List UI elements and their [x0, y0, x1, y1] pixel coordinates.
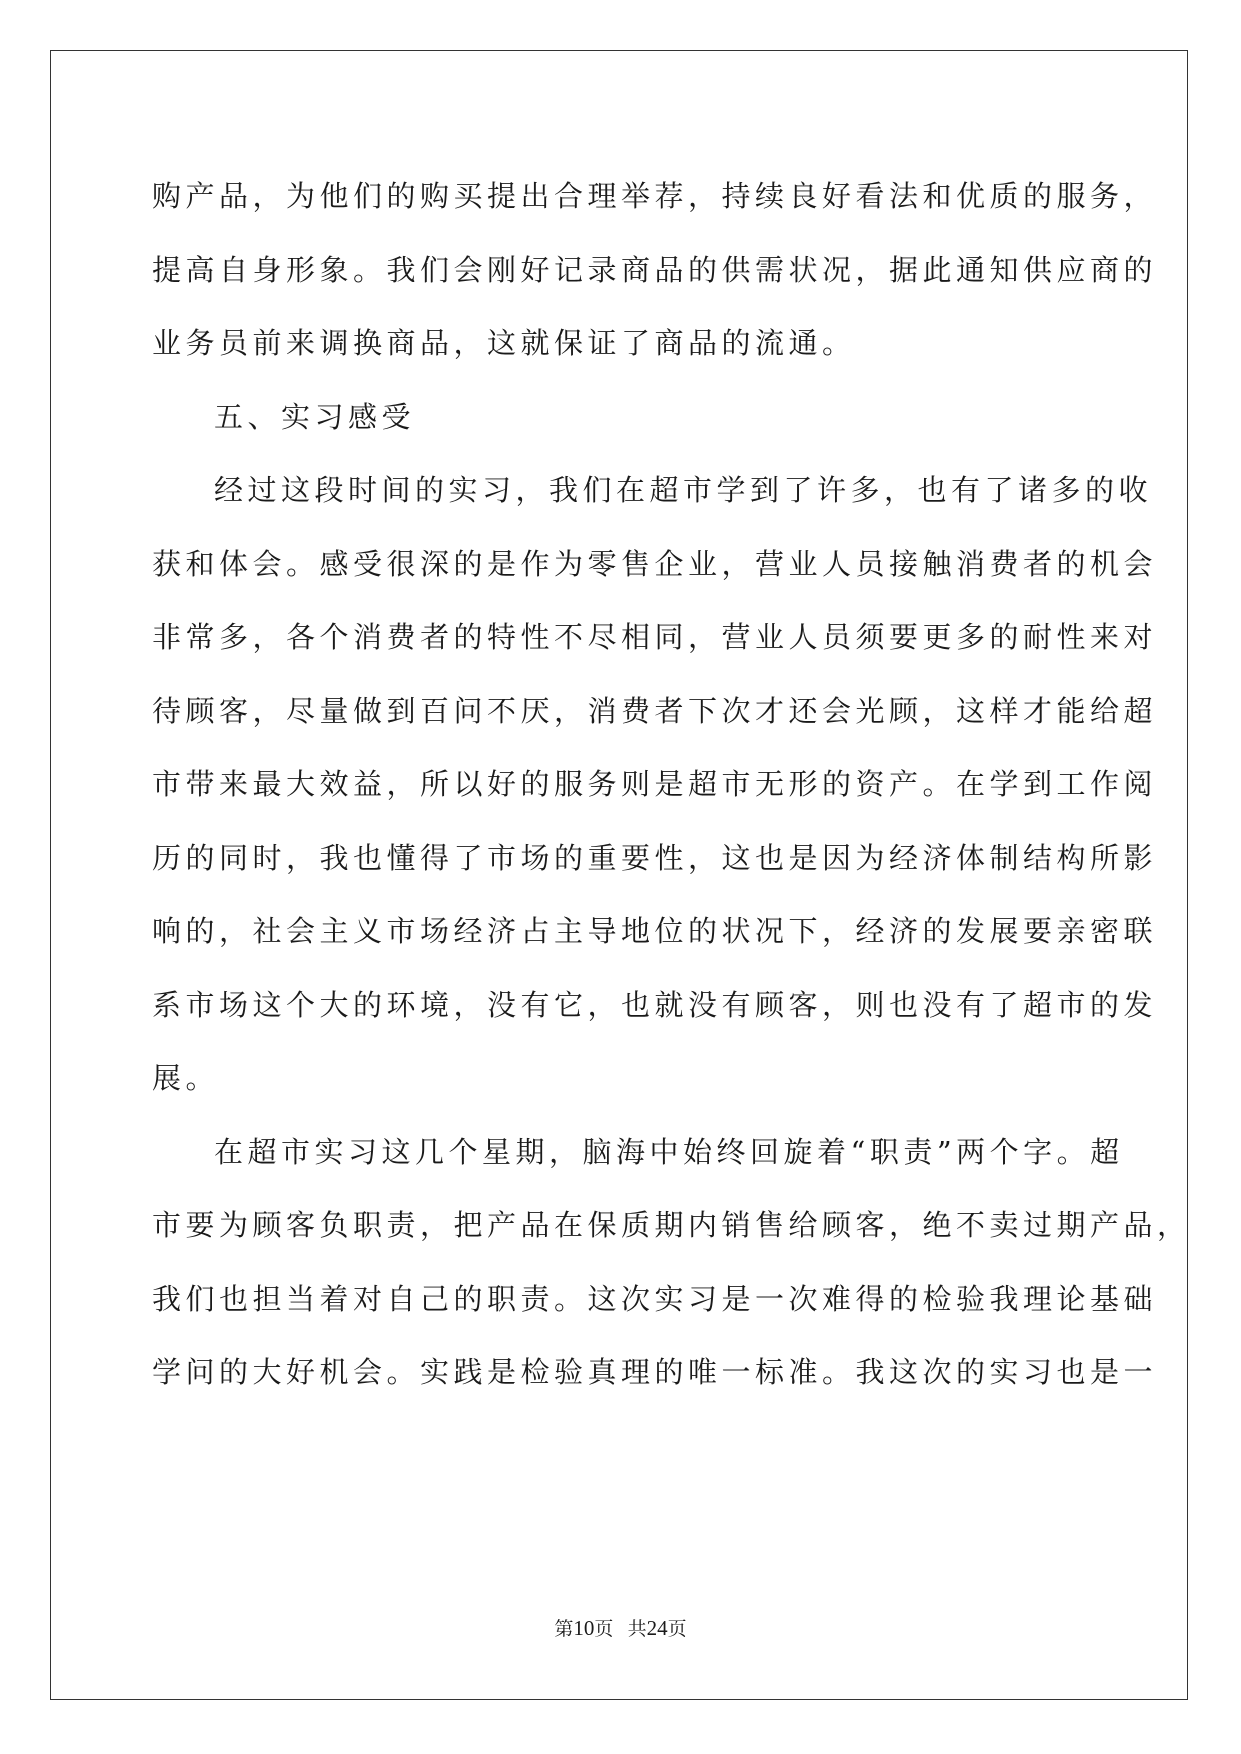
page-number: 10 — [573, 1616, 595, 1640]
text-line: 市要为顾客负职责，把产品在保质期内销售给顾客，绝不卖过期产品， — [152, 1208, 1191, 1242]
text-line: 获和体会。感受很深的是作为零售企业，营业人员接触消费者的机会 — [152, 546, 1158, 581]
total-suffix: 页 — [667, 1619, 687, 1640]
text-line: 非常多，各个消费者的特性不尽相同，营业人员须要更多的耐性来对 — [152, 620, 1158, 654]
page-prefix: 第 — [554, 1619, 574, 1640]
text-line: 历的同时，我也懂得了市场的重要性，这也是因为经济体制结构所影 — [152, 840, 1158, 875]
total-pages: 24 — [646, 1616, 668, 1640]
text-line: 我们也担当着对自己的职责。这次实习是一次难得的检验我理论基础 — [152, 1281, 1158, 1316]
text-line: 经过这段时间的实习，我们在超市学到了许多，也有了诸多的收 — [214, 473, 1153, 507]
section-heading: 五、实习感受 — [214, 399, 416, 434]
text-line: 学问的大好机会。实践是检验真理的唯一标准。我这次的实习也是一 — [152, 1355, 1158, 1389]
text-line: 市带来最大效益，所以好的服务则是超市无形的资产。在学到工作阅 — [152, 767, 1158, 801]
page-suffix: 页 — [594, 1619, 614, 1640]
text-line: 提高自身形象。我们会刚好记录商品的供需状况，据此通知供应商的 — [152, 252, 1158, 287]
text-line: 购产品，为他们的购买提出合理举荐，持续良好看法和优质的服务， — [152, 179, 1158, 213]
text-line: 业务员前来调换商品，这就保证了商品的流通。 — [152, 326, 856, 360]
text-line: 响的，社会主义市场经济占主导地位的状况下，经济的发展要亲密联 — [152, 914, 1158, 948]
text-line: 展。 — [152, 1061, 220, 1095]
text-line: 系市场这个大的环境，没有它，也就没有顾客，则也没有了超市的发 — [152, 987, 1158, 1022]
page-footer — [0, 1614, 1241, 1641]
document-body — [152, 160, 1191, 1410]
total-prefix: 共 — [627, 1619, 647, 1640]
text-line: 待顾客，尽量做到百问不厌，消费者下次才还会光顾，这样才能给超 — [152, 693, 1158, 728]
text-line: 在超市实习这几个星期，脑海中始终回旋着“职责”两个字。超 — [214, 1134, 1124, 1169]
